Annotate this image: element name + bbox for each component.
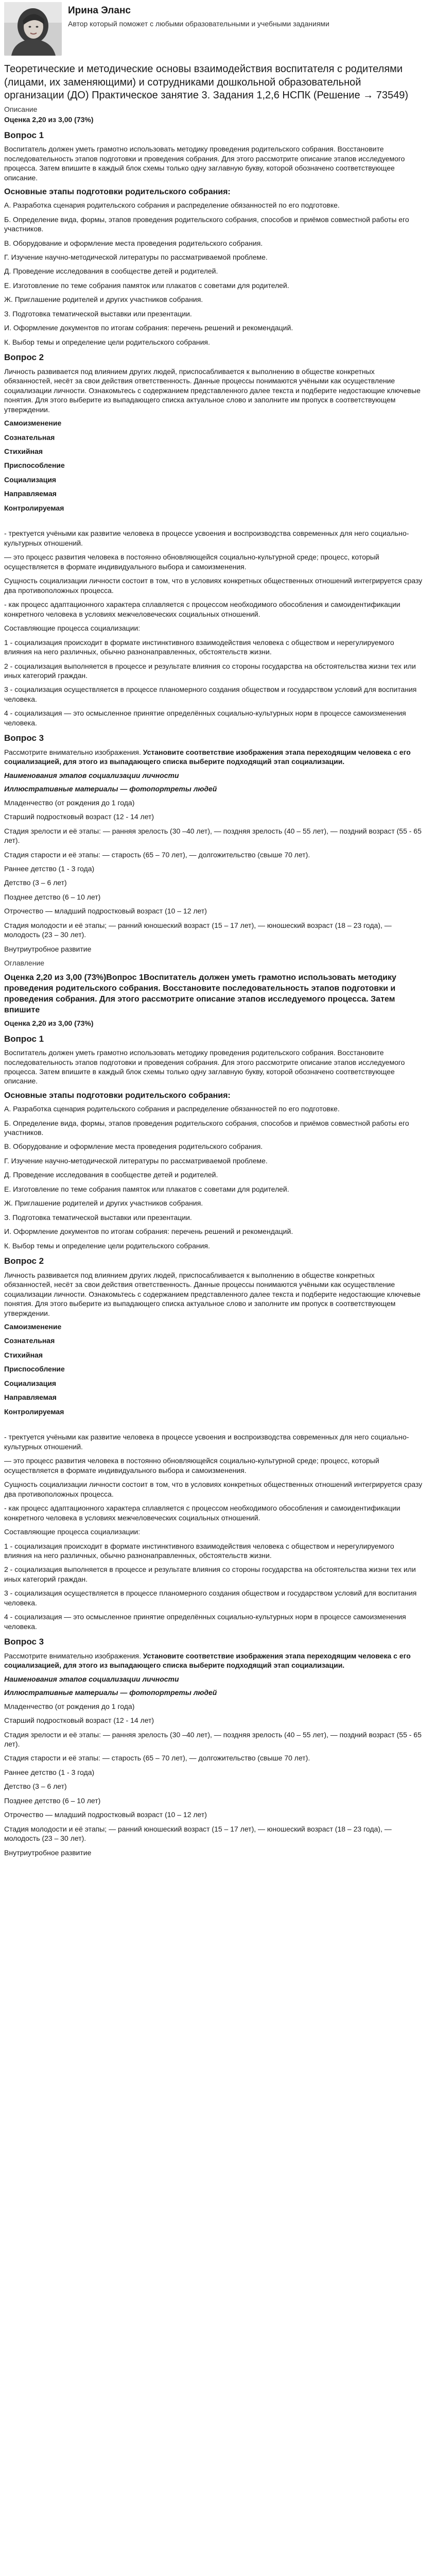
statement-item: Сущность социализации личности состоит в том, что в условиях конкретных общественных отношений интегрируется сразу два противоположных процесса.	[4, 1480, 423, 1498]
statement-item: 1 - социализация происходит в формате инстинктивного взаимодействия человека с обществом и нерегулируемого влияния на него различных, обычно разнонаправленных, обстоятельств жизни.	[4, 1541, 394, 1560]
list-item: Раннее детство (1 - 3 года)	[4, 864, 95, 873]
option-item: Контролируемая	[4, 1407, 64, 1416]
list-item: В. Оборудование и оформление места проведения родительского собрания.	[4, 1142, 263, 1151]
question-2-text-repeat: Личность развивается под влиянием других людей, приспосабливается к выполнению в обществе конкретных обязанностей, несёт за свои действия ответственность. Данные процессы понимаются учёными как осуществление социализации личности. Ознакомьтесь с содержанием представленного далее текста и подберите недостающие ключевые понятия. Для этого выберите из выпадающего списка актуальное слово и заполните им пропуск в соответствующем утверждении.	[4, 1270, 421, 1317]
author-card	[4, 2, 424, 60]
question-1-stages-list	[4, 200, 424, 347]
question-3-items-repeat	[4, 1702, 424, 1858]
question-3-heading: Вопрос 3	[4, 733, 44, 743]
statement-item: 1 - социализация происходит в формате инстинктивного взаимодействия человека с обществом и нерегулируемого влияния на него различных, обычно разнонаправленных, обстоятельств жизни.	[4, 638, 394, 656]
option-item: Направляемая	[4, 489, 57, 498]
list-item: Отрочество — младший подростковый возраст (10 – 12 лет)	[4, 1810, 207, 1819]
statement-item: - как процесс адаптационного характера сплавляется с процессом необходимого обособления и самоидентификации конкретного человека в условиях межчеловеческих социальных отношений.	[4, 1504, 400, 1522]
list-item: Д. Проведение исследования в сообществе детей и родителей.	[4, 267, 218, 276]
score-line: Оценка 2,20 из 3,00 (73%)	[4, 115, 94, 124]
list-item: Позднее детство (6 – 10 лет)	[4, 1796, 101, 1805]
list-item: А. Разработка сценария родительского собрания и распределение обязанностей по его подготовке.	[4, 201, 340, 210]
question-1-heading: Вопрос 1	[4, 130, 44, 140]
question-3-materials-heading: Иллюстративные материалы — фотопортреты людей	[4, 785, 217, 793]
description-label: Описание	[4, 105, 38, 113]
list-item: Раннее детство (1 - 3 года)	[4, 1768, 95, 1776]
list-item: Старший подростковый возраст (12 - 14 лет)	[4, 812, 154, 821]
author-info	[68, 2, 336, 29]
list-item: И. Оформление документов по итогам собрания: перечень решений и рекомендаций.	[4, 1227, 293, 1236]
list-item: Позднее детство (6 – 10 лет)	[4, 892, 101, 901]
question-1-stages-list-repeat	[4, 1104, 424, 1250]
list-item: Стадия молодости и её этапы; — ранний юношеский возраст (15 – 17 лет), — юношеский возраст (18 – 23 года), — молодость (23 – 30 лет).	[4, 1824, 392, 1843]
option-item: Контролируемая	[4, 503, 64, 512]
statement-item: 2 - социализация выполняется в процессе и результате влияния со стороны государства на обстоятельства жизни тех или иных категорий граждан.	[4, 1565, 416, 1583]
list-item: А. Разработка сценария родительского собрания и распределение обязанностей по его подготовке.	[4, 1105, 340, 1113]
list-item: Внутриутробное развитие	[4, 944, 92, 953]
list-item: Б. Определение вида, формы, этапов проведения родительского собрания, способов и приёмов совместной работы его участников.	[4, 1118, 409, 1137]
list-item: Отрочество — младший подростковый возраст (10 – 12 лет)	[4, 907, 207, 916]
list-item: В. Оборудование и оформление места проведения родительского собрания.	[4, 239, 263, 247]
question-3-intro-text: Рассмотрите внимательно изображения.	[4, 1651, 141, 1660]
toc-score-line: Оценка 2,20 из 3,00 (73%)	[4, 1019, 94, 1028]
question-3-intro	[4, 748, 424, 767]
statement-item: - тректуется учёными как развитие человека в процессе усвоения и воспроизводства современных для него социально-культурных отношений.	[4, 529, 409, 547]
question-2-options-repeat	[4, 1322, 424, 1416]
option-item: Стихийная	[4, 1350, 43, 1359]
author-name[interactable]: Ирина Эланс	[68, 5, 131, 16]
list-item: Детство (3 – 6 лет)	[4, 1782, 67, 1791]
page-title: Теоретические и методические основы взаимодействия воспитателя с родителями (лицами, их заменяющими) и сотрудниками дошкольной образовательной организации (ДО) Практическое занятие 3. Задания 1,2,6 НСПК (Решение → 73549)	[4, 63, 408, 101]
question-3-heading-repeat: Вопрос 3	[4, 1637, 44, 1647]
list-item: Г. Изучение научно-методической литературы по рассматриваемой проблеме.	[4, 1156, 268, 1165]
list-item: Младенчество (от рождения до 1 года)	[4, 798, 135, 807]
list-item: Стадия старости и её этапы: — старость (65 – 70 лет), — долгожительство (свыше 70 лет).	[4, 850, 310, 859]
list-item: И. Оформление документов по итогам собрания: перечень решений и рекомендаций.	[4, 324, 293, 332]
question-2-statements-repeat	[4, 1432, 424, 1631]
option-item: Сознательная	[4, 1336, 55, 1345]
statement-item: — это процесс развития человека в постоянно обновляющейся социально-культурной среде; процесс, который осуществляется в формате индивидуального выбора и самоизменения.	[4, 553, 379, 571]
list-item: З. Подготовка тематической выставки или презентации.	[4, 1213, 192, 1222]
statement-item: 3 - социализация осуществляется в процессе планомерного создания обществом и государством условий для воспитания человека.	[4, 1589, 417, 1607]
toc-line[interactable]: Оценка 2,20 из 3,00 (73%)Вопрос 1Воспитатель должен уметь грамотно использовать методику проведения родительского собрания. Восстановите последовательность этапов подготовки и проведения собрания. Для этого рассмотрите описание этапов исследуемого процесса. Затем впишите	[4, 973, 396, 1015]
option-item: Сознательная	[4, 433, 55, 442]
list-item: К. Выбор темы и определение цели родительского собрания.	[4, 337, 210, 346]
statement-item: 4 - социализация — это осмысленное принятие определённых социально-культурных норм в процессе самоизменения человека.	[4, 709, 406, 727]
statement-item: Составляющие процесса социализации:	[4, 1528, 141, 1536]
list-item: Б. Определение вида, формы, этапов проведения родительского собрания, способов и приёмов совместной работы его участников.	[4, 215, 409, 233]
question-3-materials-heading-repeat: Иллюстративные материалы — фотопортреты людей	[4, 1688, 217, 1697]
question-3-items	[4, 798, 424, 954]
question-3-stages-heading-repeat: Наименования этапов социализации личности	[4, 1674, 179, 1683]
question-1-text-repeat: Воспитатель должен уметь грамотно использовать методику проведения родительского собрания. Восстановите последовательность этапов подготовки и проведения собрания. Для этого рассмотрите описание этапов исследуемого процесса. Затем впишите в каждый блок схемы только одну заглавную букву, которой обозначено соответствующее описание.	[4, 1048, 405, 1086]
question-2-options	[4, 418, 424, 513]
question-2-statements	[4, 529, 424, 727]
statement-item: Составляющие процесса социализации:	[4, 624, 141, 633]
author-description: Автор который поможет с любыми образовательными и учебными заданиями	[68, 20, 329, 28]
list-item: К. Выбор темы и определение цели родительского собрания.	[4, 1241, 210, 1250]
option-item: Направляемая	[4, 1393, 57, 1402]
option-item: Самоизменение	[4, 1323, 62, 1331]
list-item: Старший подростковый возраст (12 - 14 лет)	[4, 1716, 154, 1725]
option-item: Приспособление	[4, 1365, 65, 1374]
list-item: Д. Проведение исследования в сообществе детей и родителей.	[4, 1171, 218, 1179]
list-item: Детство (3 – 6 лет)	[4, 878, 67, 887]
question-3-intro-bold: Установите соответствие изображения этапа переходящим человека с его социализацией, для этого из выпадающего списка выберите подходящий этап социализации.	[4, 748, 411, 766]
list-item: Внутриутробное развитие	[4, 1848, 92, 1857]
statement-item: — это процесс развития человека в постоянно обновляющейся социально-культурной среде; процесс, который осуществляется в формате индивидуального выбора и самоизменения.	[4, 1456, 379, 1475]
statement-item: 2 - социализация выполняется в процессе и результате влияния со стороны государства на обстоятельства жизни тех или иных категорий граждан.	[4, 662, 416, 680]
question-1-heading-repeat: Вопрос 1	[4, 1033, 44, 1044]
question-1-stages-heading: Основные этапы подготовки родительского собрания:	[4, 188, 231, 197]
list-item: Е. Изготовление по теме собрания памяток или плакатов с советами для родителей.	[4, 281, 289, 290]
option-item: Самоизменение	[4, 419, 62, 428]
question-2-text: Личность развивается под влиянием других людей, приспосабливается к выполнению в обществе конкретных обязанностей, несёт за свои действия ответственность. Данные процессы понимаются учёными как осуществление социализации личности. Ознакомьтесь с содержанием представленного далее текста и подберите недостающие ключевые понятия. Для этого выберите из выпадающего списка актуальное слово и заполните им пропуск в соответствующем утверждении.	[4, 367, 421, 414]
question-2-heading: Вопрос 2	[4, 352, 44, 363]
statement-item: - как процесс адаптационного характера сплавляется с процессом необходимого обособления и самоидентификации конкретного человека в условиях межчеловеческих социальных отношений.	[4, 600, 400, 618]
list-item: Стадия зрелости и её этапы: — ранняя зрелость (30 –40 лет), — поздняя зрелость (40 – 55 лет), — поздний возраст (55 - 65 лет).	[4, 826, 422, 845]
list-item: З. Подготовка тематической выставки или презентации.	[4, 309, 192, 318]
question-2-heading-repeat: Вопрос 2	[4, 1256, 44, 1266]
list-item: Стадия старости и её этапы: — старость (65 – 70 лет), — долгожительство (свыше 70 лет).	[4, 1754, 310, 1762]
question-3-intro-repeat	[4, 1651, 424, 1670]
list-item: Младенчество (от рождения до 1 года)	[4, 1702, 135, 1710]
avatar-portrait-icon	[4, 2, 62, 56]
statement-item: 3 - социализация осуществляется в процессе планомерного создания обществом и государством условий для воспитания человека.	[4, 685, 417, 703]
list-item: Стадия зрелости и её этапы: — ранняя зрелость (30 –40 лет), — поздняя зрелость (40 – 55 лет), — поздний возраст (55 - 65 лет).	[4, 1730, 422, 1748]
list-item: Стадия молодости и её этапы; — ранний юношеский возраст (15 – 17 лет), — юношеский возраст (18 – 23 года), — молодость (23 – 30 лет).	[4, 921, 392, 939]
statement-item: Сущность социализации личности состоит в том, что в условиях конкретных общественных отношений интегрируется сразу два противоположных процесса.	[4, 577, 423, 595]
question-3-intro-bold: Установите соответствие изображения этапа переходящим человека с его социализацией, для этого из выпадающего списка выберите подходящий этап социализации.	[4, 1651, 411, 1670]
question-1-stages-heading-repeat: Основные этапы подготовки родительского собрания:	[4, 1091, 231, 1100]
question-1-text: Воспитатель должен уметь грамотно использовать методику проведения родительского собрания. Восстановите последовательность этапов подготовки и проведения собрания. Для этого рассмотрите описание этапов исследуемого процесса. Затем впишите в каждый блок схемы только одну заглавную букву, которой обозначено соответствующее описание.	[4, 145, 405, 182]
statement-item: 4 - социализация — это осмысленное принятие определённых социально-культурных норм в процессе самоизменения человека.	[4, 1613, 406, 1631]
list-item: Г. Изучение научно-методической литературы по рассматриваемой проблеме.	[4, 253, 268, 262]
question-3-intro-text: Рассмотрите внимательно изображения.	[4, 748, 141, 756]
list-item: Ж. Приглашение родителей и других участников собрания.	[4, 1199, 203, 1208]
option-item: Стихийная	[4, 447, 43, 456]
list-item: Е. Изготовление по теме собрания памяток или плакатов с советами для родителей.	[4, 1184, 289, 1193]
list-item: Ж. Приглашение родителей и других участников собрания.	[4, 295, 203, 304]
author-avatar[interactable]	[4, 2, 62, 56]
option-item: Приспособление	[4, 461, 65, 470]
option-item: Социализация	[4, 475, 57, 484]
toc-label: Оглавление	[4, 959, 45, 968]
statement-item: - тректуется учёными как развитие человека в процессе усвоения и воспроизводства современных для него социально-культурных отношений.	[4, 1433, 409, 1451]
question-3-stages-heading: Наименования этапов социализации личности	[4, 771, 179, 779]
option-item: Социализация	[4, 1379, 57, 1387]
